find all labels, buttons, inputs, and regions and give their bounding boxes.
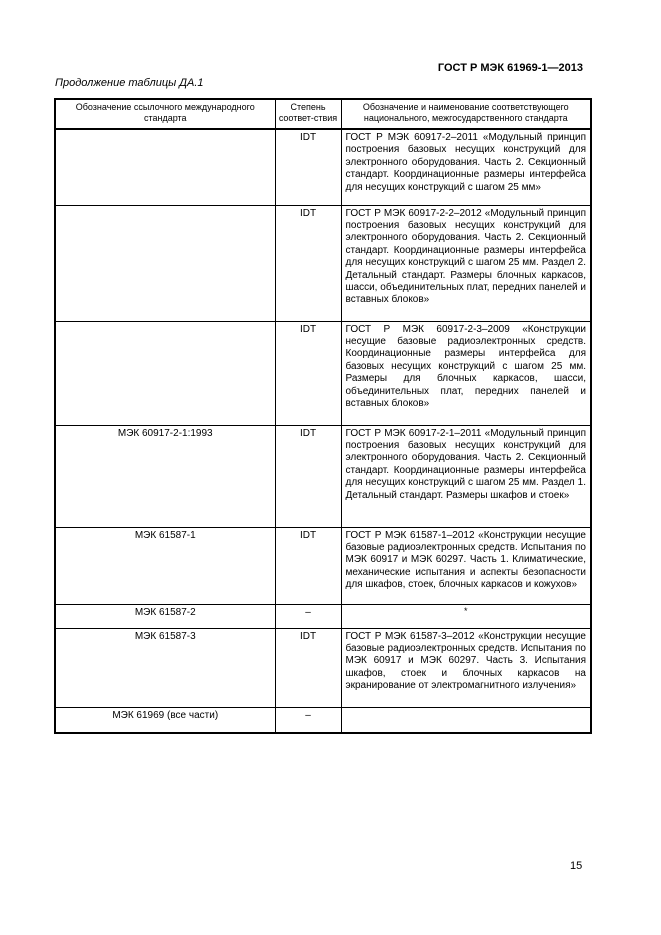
ref-cell: МЭК 61587-2	[55, 604, 275, 628]
degree-cell: IDT	[275, 321, 341, 425]
table-row	[55, 321, 591, 425]
ref-cell	[55, 129, 275, 205]
table-row	[55, 205, 591, 321]
degree-cell: IDT	[275, 129, 341, 205]
standards-table	[54, 98, 592, 734]
degree-cell: IDT	[275, 205, 341, 321]
degree-cell: –	[275, 707, 341, 733]
column-header-degree: Степень соответ-ствия	[275, 99, 341, 129]
table-row	[55, 527, 591, 604]
table-row	[55, 628, 591, 707]
column-header-ref: Обозначение ссылочного международного стандарта	[55, 99, 275, 129]
table-row	[55, 425, 591, 527]
ref-cell: МЭК 61969 (все части)	[55, 707, 275, 733]
national-cell	[341, 707, 591, 733]
ref-cell: МЭК 61587-1	[55, 527, 275, 604]
national-cell: ГОСТ Р МЭК 60917-2-3–2009 «Конструкции несущие базовые радиоэлектронных средств. Координационные размеры интерфейса для базовых несущих конструкций с шагом 25 мм. Размеры для блочных каркасов, шасси, объединительных плат, передних панелей и вставных блоков»	[341, 321, 591, 425]
national-cell: ГОСТ Р МЭК 60917-2-2–2012 «Модульный принцип построения базовых несущих конструкций для электронного оборудования. Часть 2. Секционный стандарт. Координационные размеры интерфейса для несущих конструкций с шагом 25 мм. Раздел 2. Детальный стандарт. Размеры блочных каркасов, шасси, объединительных плат, передних панелей и вставных блоков»	[341, 205, 591, 321]
table-row	[55, 604, 591, 628]
ref-cell: МЭК 61587-3	[55, 628, 275, 707]
table-row	[55, 129, 591, 205]
page-number: 15	[570, 860, 583, 872]
national-cell: *	[341, 604, 591, 628]
table-row	[55, 707, 591, 733]
ref-cell: МЭК 60917-2-1:1993	[55, 425, 275, 527]
national-cell: ГОСТ Р МЭК 61587-3–2012 «Конструкции несущие базовые радиоэлектронных средств. Испытания по МЭК 60917 и МЭК 60297. Часть 3. Испытания шкафов, стоек и блочных каркасов на экранирование от электромагнитного излучения»	[341, 628, 591, 707]
degree-cell: IDT	[275, 527, 341, 604]
national-cell: ГОСТ Р МЭК 61587-1–2012 «Конструкции несущие базовые радиоэлектронных средств. Испытания по МЭК 60917 и МЭК 60297. Часть 1. Климатические, механические испытания и аспекты безопасности для шкафов, стоек, блочных каркасов и кожухов»	[341, 527, 591, 604]
table-header-row	[55, 99, 591, 129]
document-code: ГОСТ Р МЭК 61969-1—2013	[437, 62, 583, 74]
table-continuation-caption: Продолжение таблицы ДА.1	[55, 77, 204, 89]
ref-cell	[55, 205, 275, 321]
degree-cell: –	[275, 604, 341, 628]
degree-cell: IDT	[275, 425, 341, 527]
national-cell: ГОСТ Р МЭК 60917-2-1–2011 «Модульный принцип построения базовых несущих конструкций для электронного оборудования. Часть 2. Секционный стандарт. Координационные размеры интерфейса для несущих конструкций с шагом 25 мм. Раздел 1. Детальный стандарт. Размеры шкафов и стоек»	[341, 425, 591, 527]
column-header-national: Обозначение и наименование соответствующего национального, межгосударственного стандарта	[341, 99, 591, 129]
ref-cell	[55, 321, 275, 425]
national-cell: ГОСТ Р МЭК 60917-2–2011 «Модульный принцип построения базовых несущих конструкций для электронного оборудования. Часть 2. Секционный стандарт. Координационные размеры интерфейса для несущих конструкций с шагом 25 мм»	[341, 129, 591, 205]
degree-cell: IDT	[275, 628, 341, 707]
